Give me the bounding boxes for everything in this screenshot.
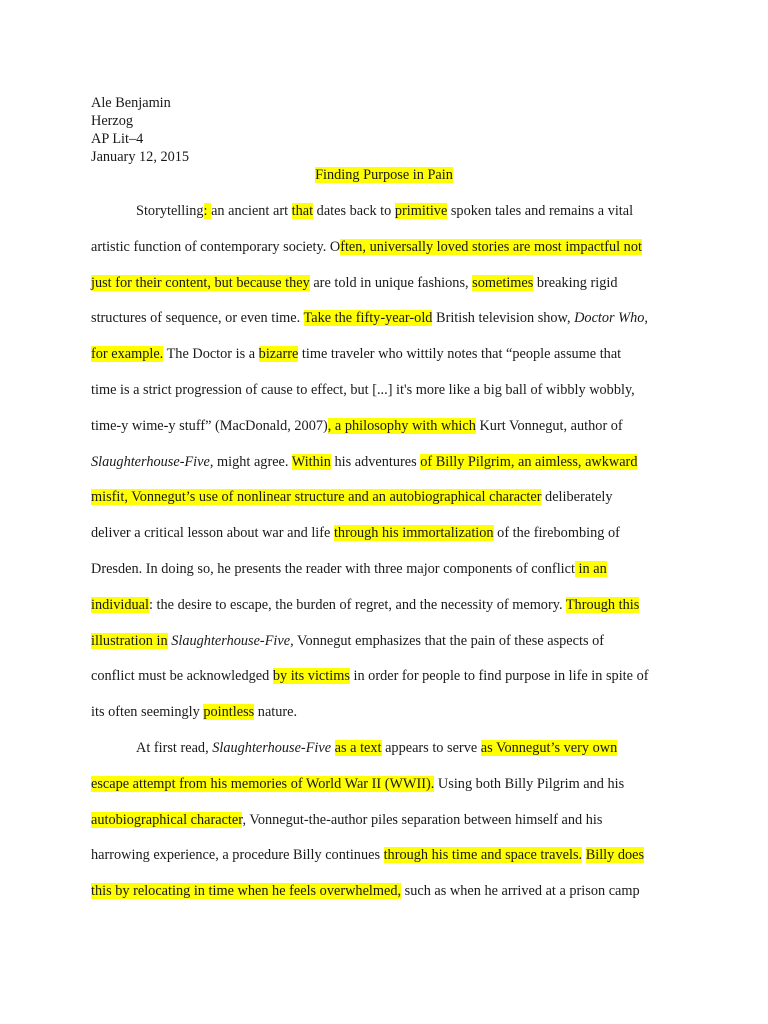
- text-run: are told in unique fashions,: [309, 274, 473, 291]
- highlighted-text: bizarre: [258, 346, 299, 363]
- text-run: ,: [644, 310, 648, 327]
- highlighted-text: for example.: [91, 346, 164, 363]
- text-line: [91, 703, 297, 721]
- highlighted-text: misfit, Vonnegut’s use of nonlinear structure and an autobiographical character: [91, 489, 542, 506]
- essay-title: Finding Purpose in Pain: [315, 167, 453, 183]
- text-run: British television show,: [432, 310, 575, 327]
- text-run: The Doctor is a: [163, 346, 259, 363]
- student-header: [91, 94, 189, 166]
- text-run: appears to serve: [381, 740, 481, 756]
- highlighted-text: ften, universally loved stories are most impactful not: [340, 238, 642, 255]
- text-run: , might agree.: [209, 453, 292, 470]
- text-line: [91, 238, 642, 256]
- highlighted-text: Billy does: [585, 847, 645, 864]
- highlighted-text: Within: [291, 453, 331, 470]
- course-name: AP Lit–4: [91, 131, 144, 147]
- highlighted-text: just for their content, but because they: [91, 274, 310, 291]
- highlighted-text: through his immortalization: [333, 525, 494, 542]
- text-run: Using both Billy Pilgrim and his: [434, 775, 625, 792]
- text-run: harrowing experience, a procedure Billy continues: [91, 847, 384, 864]
- text-run: , Vonnegut emphasizes that the pain of these aspects of: [290, 632, 605, 649]
- text-line: [91, 453, 637, 471]
- highlighted-text: as a text: [334, 740, 382, 756]
- text-line: [91, 274, 618, 292]
- text-line: [91, 811, 602, 829]
- highlighted-text: individual: [91, 596, 149, 613]
- highlighted-text: that: [291, 203, 314, 219]
- text-run: Storytelling: [136, 203, 204, 219]
- text-run: time is a strict progression of cause to effect, but [...] it's more like a big ball of wibbly wobbly,: [91, 382, 635, 398]
- text-line: [91, 632, 604, 650]
- highlighted-text: this by relocating in time when he feels overwhelmed,: [91, 883, 402, 900]
- italic-title: Slaughterhouse-Five: [91, 453, 210, 470]
- text-run: such as when he arrived at a prison camp: [401, 883, 640, 900]
- text-run: an ancient art: [211, 203, 292, 219]
- text-run: deliberately: [541, 489, 613, 506]
- text-line: [91, 417, 623, 435]
- text-run: , Vonnegut-the-author piles separation between himself and his: [242, 811, 603, 828]
- text-run: Kurt Vonnegut, author of: [475, 417, 623, 434]
- highlighted-text: by its victims: [272, 668, 350, 685]
- text-line: [91, 381, 635, 399]
- text-run: his adventures: [330, 453, 421, 470]
- highlighted-text: Through this: [565, 596, 640, 613]
- highlighted-text: , a philosophy with which: [327, 417, 476, 434]
- text-run: conflict must be acknowledged: [91, 668, 273, 685]
- text-run: time-y wime-y stuff” (MacDonald, 2007): [91, 417, 328, 434]
- text-run: of the firebombing of: [493, 525, 620, 542]
- author-name: Ale Benjamin: [91, 95, 171, 111]
- highlighted-text: as Vonnegut’s very own: [480, 740, 618, 756]
- text-run: nature.: [254, 704, 298, 721]
- essay-date: January 12, 2015: [91, 149, 190, 165]
- highlighted-text: in an: [574, 561, 607, 577]
- text-run: : the desire to escape, the burden of regret, and the necessity of memory.: [148, 596, 566, 613]
- text-run: dates back to: [313, 203, 395, 219]
- italic-title: Doctor Who: [574, 310, 645, 327]
- text-line: [91, 596, 639, 614]
- text-run: time traveler who wittily notes that “people assume that: [298, 346, 622, 363]
- text-run: deliver a critical lesson about war and life: [91, 525, 334, 542]
- highlighted-text: pointless: [203, 704, 255, 721]
- highlighted-text: primitive: [394, 203, 448, 219]
- text-run: its often seemingly: [91, 704, 204, 721]
- text-line: [91, 488, 613, 506]
- text-run: spoken tales and remains a vital: [447, 203, 634, 219]
- highlighted-text: escape attempt from his memories of World War II (WWII).: [91, 775, 435, 792]
- highlighted-text: of Billy Pilgrim, an aimless, awkward: [420, 453, 638, 470]
- italic-title: Slaughterhouse-Five: [171, 632, 291, 649]
- highlighted-text: sometimes: [472, 274, 534, 291]
- text-run: Dresden. In doing so, he presents the reader with three major components of conflict: [91, 561, 575, 577]
- italic-title: Slaughterhouse-Five: [212, 740, 332, 756]
- highlighted-text: :: [203, 203, 212, 219]
- highlighted-text: autobiographical character: [91, 811, 243, 828]
- text-line: [91, 667, 648, 685]
- text-run: At first read,: [136, 740, 213, 756]
- text-line: [136, 202, 633, 220]
- text-run: in order for people to find purpose in life in spite of: [349, 668, 649, 685]
- text-line: [91, 882, 640, 900]
- highlighted-text: through his time and space travels.: [383, 847, 583, 864]
- text-line: [136, 739, 617, 757]
- highlighted-text: illustration in: [91, 632, 168, 649]
- text-line: [91, 560, 607, 578]
- highlighted-text: Take the fifty-year-old: [303, 310, 433, 327]
- text-run: artistic function of contemporary society. O: [91, 238, 341, 255]
- text-run: breaking rigid: [533, 274, 618, 291]
- text-run: structures of sequence, or even time.: [91, 310, 304, 327]
- text-line: [91, 524, 620, 542]
- text-line: [91, 345, 621, 363]
- text-line: [91, 846, 644, 864]
- teacher-name: Herzog: [91, 113, 134, 129]
- essay-title-wrap: [0, 166, 768, 184]
- text-line: [91, 309, 648, 327]
- text-line: [91, 775, 624, 793]
